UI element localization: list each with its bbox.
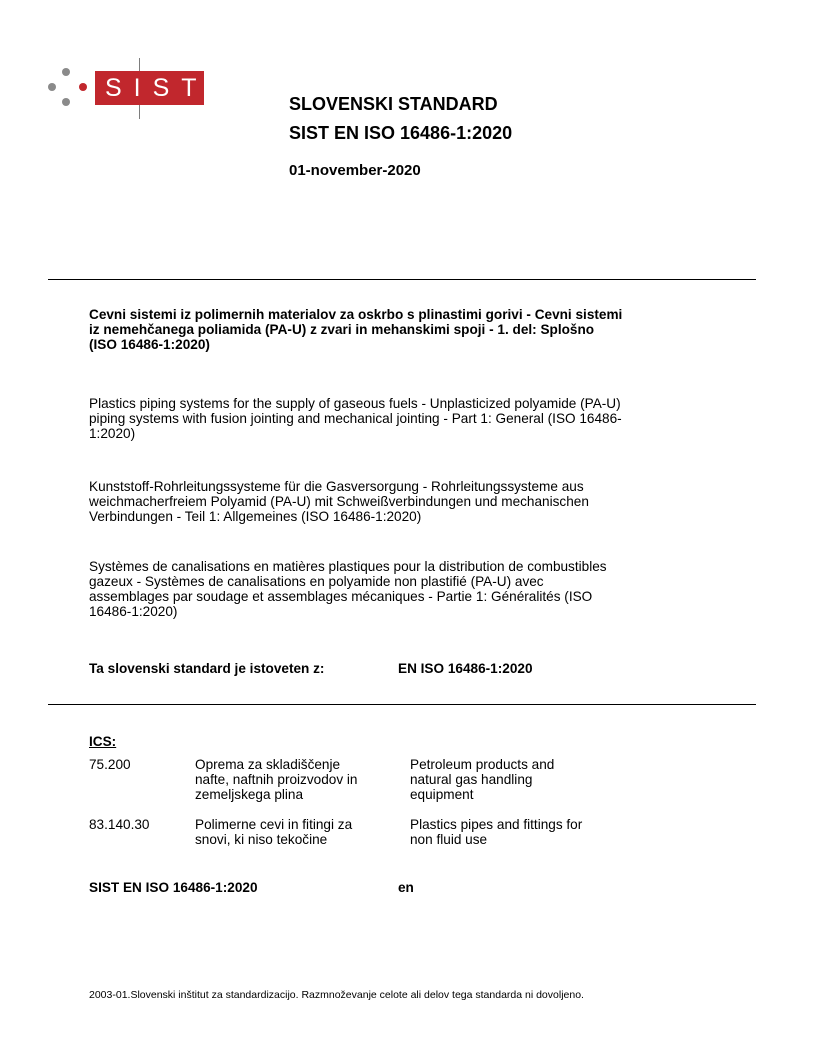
- logo-dot-icon: [62, 98, 70, 106]
- ics-line: nafte, naftnih proizvodov in: [195, 772, 358, 787]
- ics-line: equipment: [410, 787, 474, 802]
- title-line: 16486-1:2020): [89, 604, 178, 619]
- ics-line: zemeljskega plina: [195, 787, 304, 802]
- ics-code: 83.140.30: [89, 817, 150, 832]
- title-slovenian: [89, 307, 729, 352]
- title-line: (ISO 16486-1:2020): [89, 337, 210, 352]
- title-french: [89, 559, 729, 619]
- title-line: Plastics piping systems for the supply of gaseous fuels - Unplasticized polyamide (PA-U): [89, 396, 621, 411]
- ics-line: non fluid use: [410, 832, 488, 847]
- title-line: Verbindungen - Teil 1: Allgemeines (ISO 16486-1:2020): [89, 509, 422, 524]
- ics-slovenian-description: [195, 757, 357, 802]
- ics-code: 75.200: [89, 757, 131, 772]
- identical-value: EN ISO 16486-1:2020: [398, 661, 533, 676]
- ics-line: natural gas handling: [410, 772, 533, 787]
- logo-wordmark: SIST: [95, 71, 204, 105]
- title-german: [89, 479, 729, 524]
- ics-line: Polimerne cevi in fitingi za: [195, 817, 353, 832]
- divider: [48, 279, 756, 280]
- copyright-footer: 2003-01.Slovenski inštitut za standardizacijo. Razmnoževanje celote ali delov tega standarda ni dovoljeno.: [89, 989, 584, 1001]
- title-line: Systèmes de canalisations en matières plastiques pour la distribution de combustibles: [89, 559, 607, 574]
- document-code: SIST EN ISO 16486-1:2020: [89, 880, 258, 895]
- logo-dot-icon: [48, 83, 56, 91]
- ics-heading: ICS:: [89, 734, 117, 749]
- title-line: Cevni sistemi iz polimernih materialov za oskrbo s plinastimi gorivi - Cevni sistemi: [89, 307, 623, 322]
- ics-english-description: [410, 757, 554, 802]
- ics-line: Petroleum products and: [410, 757, 555, 772]
- title-english: [89, 396, 729, 441]
- standard-type: SLOVENSKI STANDARD: [289, 94, 498, 114]
- logo-dot-icon: [62, 68, 70, 76]
- ics-slovenian-description: [195, 817, 352, 847]
- title-line: iz nemehčanega poliamida (PA-U) z zvari in mehanskimi spoji - 1. del: Splošno: [89, 322, 595, 337]
- title-line: piping systems with fusion jointing and mechanical jointing - Part 1: General (ISO 16486-: [89, 411, 622, 426]
- title-line: gazeux - Systèmes de canalisations en polyamide non plastifié (PA-U) avec: [89, 574, 544, 589]
- identical-label: Ta slovenski standard je istoveten z:: [89, 661, 325, 676]
- divider: [48, 704, 756, 705]
- logo-dot-icon: [79, 83, 87, 91]
- ics-line: snovi, ki niso tekočine: [195, 832, 328, 847]
- title-line: 1:2020): [89, 426, 136, 441]
- title-line: weichmacherfreiem Polyamid (PA-U) mit Schweißverbindungen und mechanischen: [89, 494, 589, 509]
- title-line: assemblages par soudage et assemblages mécaniques - Partie 1: Généralités (ISO: [89, 589, 593, 604]
- standard-number: SIST EN ISO 16486-1:2020: [289, 123, 513, 143]
- ics-line: Plastics pipes and fittings for: [410, 817, 583, 832]
- publication-date: 01-november-2020: [289, 162, 421, 179]
- title-line: Kunststoff-Rohrleitungssysteme für die Gasversorgung - Rohrleitungssysteme aus: [89, 479, 584, 494]
- ics-english-description: [410, 817, 582, 847]
- ics-line: Oprema za skladiščenje: [195, 757, 341, 772]
- document-language: en: [398, 880, 414, 895]
